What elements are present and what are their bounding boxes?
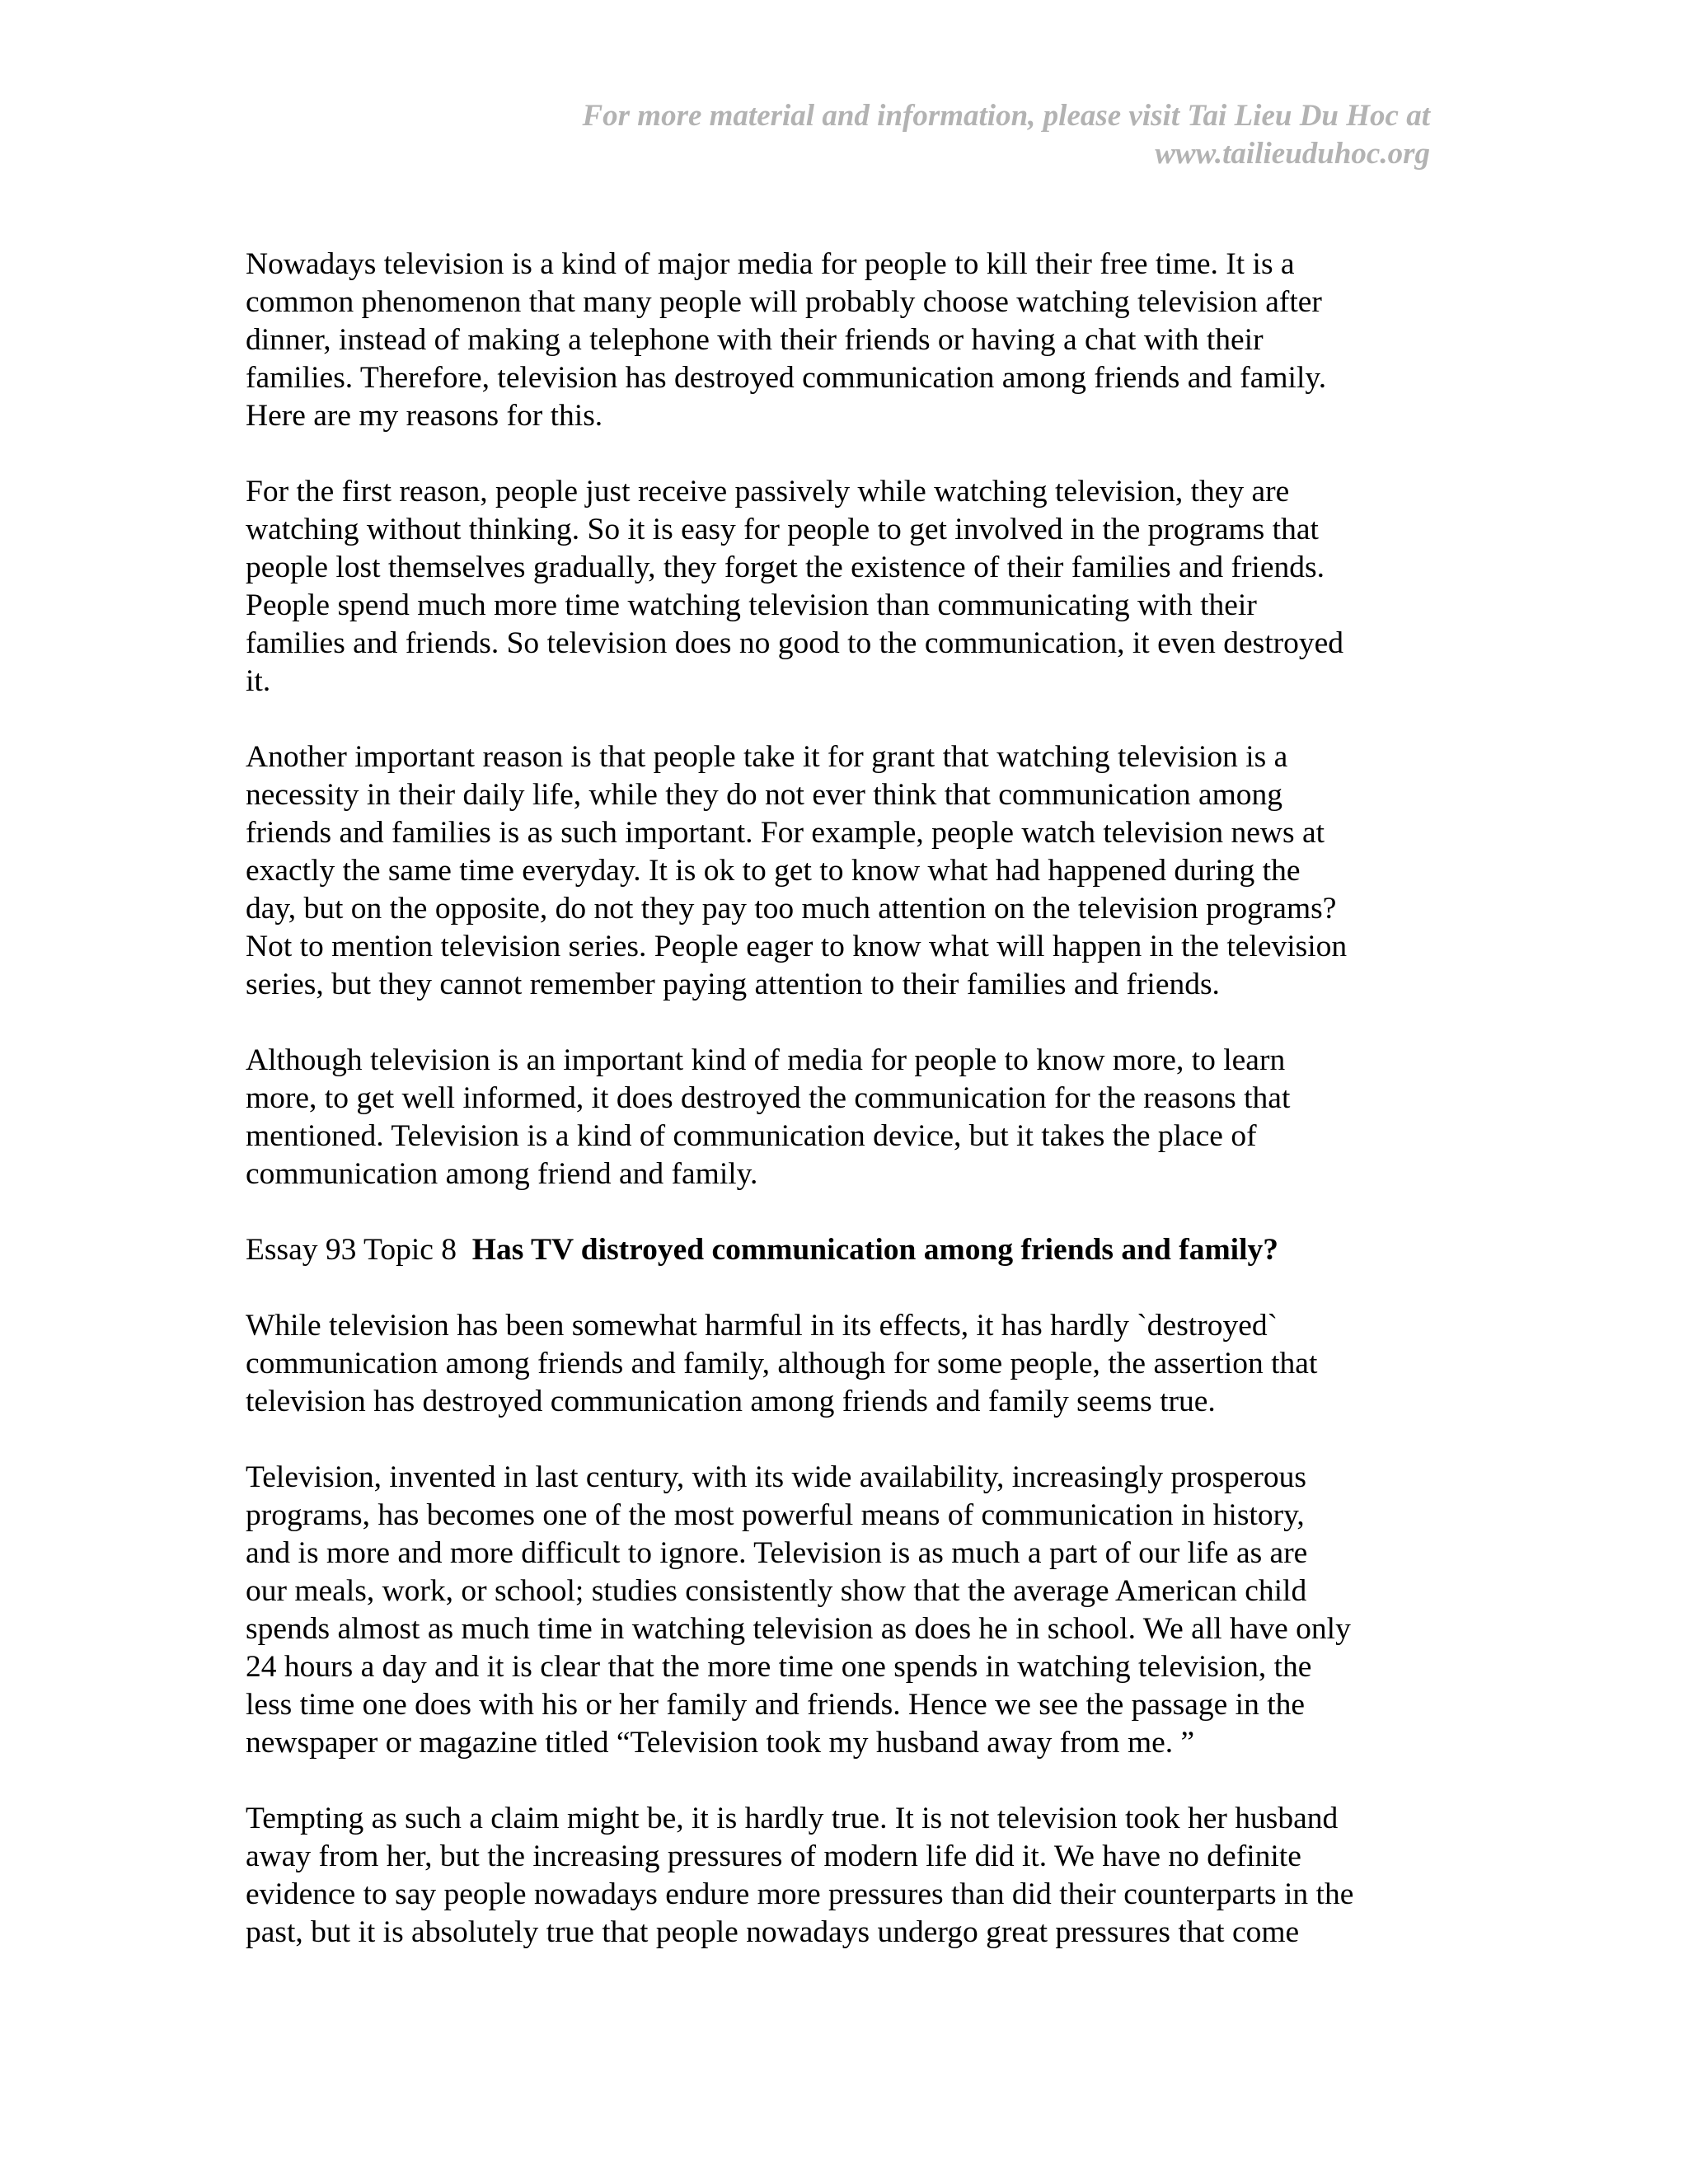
paragraph-line: 24 hours a day and it is clear that the more time one spends in watching television, the — [246, 1650, 1312, 1684]
paragraph-line: day, but on the opposite, do not they pay too much attention on the television programs? — [246, 892, 1337, 926]
paragraph-line: Although television is an important kind of media for people to know more, to learn — [246, 1043, 1286, 1077]
essay-heading — [246, 1231, 1441, 1269]
paragraph-line: watching without thinking. So it is easy for people to get involved in the programs that — [246, 513, 1319, 546]
paragraph-line: it. — [246, 664, 271, 698]
paragraph-line: People spend much more time watching television than communicating with their — [246, 588, 1257, 622]
paragraph-line: more, to get well informed, it does destroyed the communication for the reasons that — [246, 1081, 1291, 1115]
paragraph-line: television has destroyed communication among friends and family seems true. — [246, 1385, 1216, 1418]
paragraph-line: away from her, but the increasing pressures of modern life did it. We have no definite — [246, 1840, 1301, 1873]
paragraph-line: Another important reason is that people take it for grant that watching television is a — [246, 740, 1288, 774]
page-header — [359, 97, 1430, 173]
paragraph-line: Here are my reasons for this. — [246, 399, 603, 433]
essay-93-paragraphs — [246, 1307, 1441, 1952]
paragraph-line: necessity in their daily life, while they do not ever think that communication among — [246, 778, 1283, 812]
paragraph-line: newspaper or magazine titled “Television took my husband away from me. ” — [246, 1726, 1195, 1760]
paragraph-line: programs, has becomes one of the most powerful means of communication in history, — [246, 1498, 1305, 1532]
header-line-1: For more material and information, please visit Tai Lieu Du Hoc at — [582, 99, 1430, 133]
paragraph-line: families. Therefore, television has destroyed communication among friends and family. — [246, 361, 1327, 395]
document-body — [246, 246, 1441, 1990]
paragraph-line: communication among friends and family, although for some people, the assertion that — [246, 1347, 1318, 1380]
paragraph-line: series, but they cannot remember paying attention to their families and friends. — [246, 968, 1220, 1001]
header-website-link[interactable]: www.tailieuduhoc.org — [1155, 137, 1430, 171]
paragraph-line: For the first reason, people just receive passively while watching television, they are — [246, 475, 1290, 509]
paragraph-line: evidence to say people nowadays endure more pressures than did their counterparts in the — [246, 1877, 1354, 1911]
paragraph-line: Not to mention television series. People eager to know what will happen in the television — [246, 930, 1348, 963]
paragraph-line: dinner, instead of making a telephone with their friends or having a chat with their — [246, 323, 1264, 357]
paragraph-line: communication among friend and family. — [246, 1157, 758, 1191]
paragraph — [246, 1042, 1441, 1193]
paragraph — [246, 738, 1441, 1004]
paragraph-line: Nowadays television is a kind of major media for people to kill their free time. It is a — [246, 247, 1295, 281]
essay-92-paragraphs — [246, 246, 1441, 1193]
essay-topic-title: Has TV distroyed communication among friends and family? — [471, 1233, 1279, 1267]
paragraph-line: less time one does with his or her family and friends. Hence we see the passage in the — [246, 1688, 1306, 1722]
paragraph — [246, 1459, 1441, 1762]
paragraph — [246, 1307, 1441, 1421]
paragraph-line: our meals, work, or school; studies consistently show that the average American child — [246, 1574, 1307, 1608]
paragraph-line: common phenomenon that many people will probably choose watching television after — [246, 285, 1322, 319]
paragraph-line: friends and families is as such important. For example, people watch television news at — [246, 816, 1325, 850]
paragraph-line: Tempting as such a claim might be, it is hardly true. It is not television took her husband — [246, 1802, 1339, 1835]
paragraph — [246, 473, 1441, 701]
paragraph — [246, 1800, 1441, 1952]
essay-label: Essay 93 Topic 8 — [246, 1233, 457, 1267]
paragraph-line: While television has been somewhat harmful in its effects, it has hardly `destroyed` — [246, 1309, 1278, 1343]
paragraph-line: mentioned. Television is a kind of communication device, but it takes the place of — [246, 1119, 1257, 1153]
paragraph-line: people lost themselves gradually, they forget the existence of their families and friends. — [246, 551, 1325, 584]
paragraph-line: spends almost as much time in watching television as does he in school. We all have only — [246, 1612, 1351, 1646]
paragraph — [246, 246, 1441, 435]
paragraph-line: families and friends. So television does no good to the communication, it even destroyed — [246, 626, 1344, 660]
paragraph-line: Television, invented in last century, with its wide availability, increasingly prosperous — [246, 1460, 1307, 1494]
paragraph-line: and is more and more difficult to ignore. Television is as much a part of our life as are — [246, 1536, 1308, 1570]
paragraph-line: past, but it is absolutely true that people nowadays undergo great pressures that come — [246, 1915, 1300, 1949]
paragraph-line: exactly the same time everyday. It is ok to get to know what had happened during the — [246, 854, 1301, 888]
